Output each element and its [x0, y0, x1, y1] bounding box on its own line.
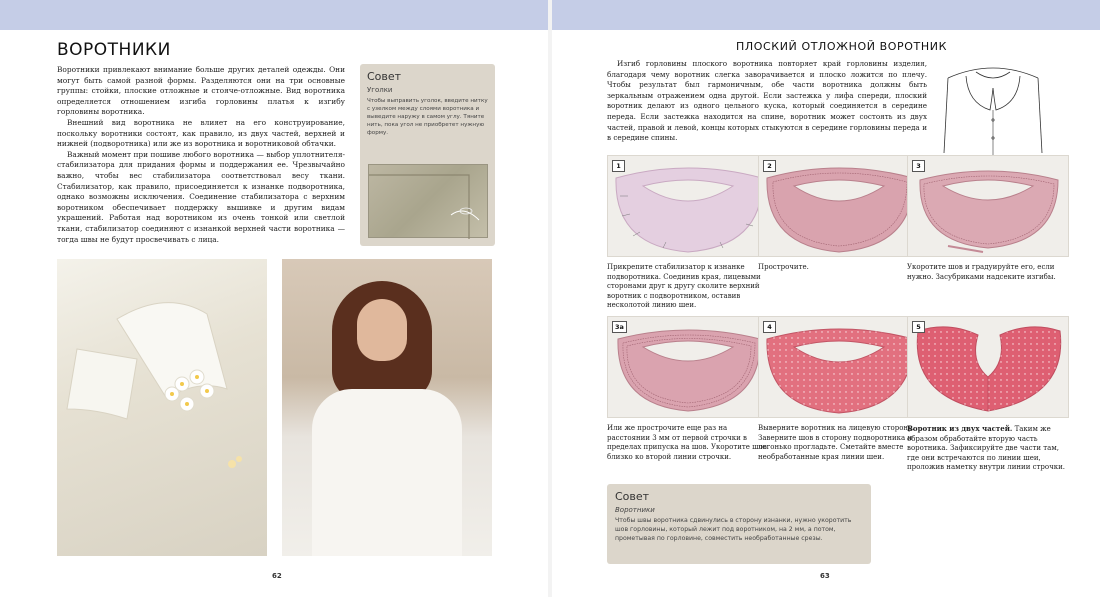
right-intro-text [607, 59, 927, 144]
step-4-caption: Выверните воротник на лицевую сторону. Заверните шов в сторону подворотника и легонько прогладьте. Сметайте вместе необработанные края линии шеи. [758, 424, 915, 461]
step-3a [607, 316, 769, 462]
step-3-caption: Укоротите шов и градуируйте его, если нужно. Засубриками надсеките изгибы. [907, 263, 1056, 281]
collar-diagram [938, 58, 1048, 158]
photo-woman-white-blouse [282, 259, 492, 556]
tip-text: Чтобы выправить уголок, введите нитку с узелком между слоями воротника и выведите наружу в самом углу. Тяните нить, пока угол не приобретет нужную форму. [367, 98, 488, 136]
tip-right-text: Чтобы швы воротника сдвинулись в сторону изнанки, нужно укоротить шов горловины, который лежит под воротником, на 2 мм, а потом, прометывая по горловине, совместить необработанные срезы. [615, 517, 852, 542]
step-4-badge: 4 [763, 321, 776, 333]
step-4-image [758, 316, 920, 418]
step-3a-badge: 3а [612, 321, 627, 333]
page-title-left: ВОРОТНИКИ [57, 40, 171, 60]
left-body-text [57, 65, 345, 245]
page-title-right: ПЛОСКИЙ ОТЛОЖНОЙ ВОРОТНИК [736, 40, 947, 53]
step-3a-caption: Или же прострочите еще раз на расстоянии 3 мм от первой строчки в пределах припуска на шов. Укоротите шов близко ко второй линии строчки. [607, 424, 767, 461]
step-5-image [907, 316, 1069, 418]
tip-subtitle: Уголки [367, 86, 393, 94]
page-number-left: 62 [272, 572, 282, 580]
tip-box-collars [607, 484, 871, 564]
header-band-left [0, 0, 548, 30]
step-5-caption-bold: Воротник из двух частей. [907, 424, 1013, 433]
step-2-image [758, 155, 920, 257]
step-1-image [607, 155, 769, 257]
header-band-right [552, 0, 1100, 30]
left-paragraph-1: Воротники привлекают внимание больше других деталей одежды. Они могут быть самой разной формы. Разделяются они на три основные группы: стойки, плоские отложные и стояче-отложные. Вид воротника определяется отношением изгиба горловины платья к изгибу горловины воротника. [57, 65, 345, 117]
tip-right-title: Совет [615, 490, 650, 503]
step-4 [758, 316, 920, 462]
tip-right-subtitle: Воротники [615, 506, 655, 514]
step-5-badge: 5 [912, 321, 925, 333]
book-spine [548, 0, 552, 597]
left-paragraph-2: Внешний вид воротника не влияет на его конструирование, поскольку воротники состоят, как правило, из двух частей, верхней и нижней (подворотника) или же из воротника и воротниковой обтачки. [57, 117, 345, 149]
tip-photo-corner [368, 164, 488, 238]
tip-box-corners [360, 64, 495, 246]
step-5 [907, 316, 1069, 473]
step-2-badge: 2 [763, 160, 776, 172]
step-5-caption-text: Таким же образом обработайте вторую часть воротника. Зафиксируйте две части там, где они встречаются по линии шеи, проложив наметку внутри линии строчки. [907, 425, 1065, 472]
step-3-badge: 3 [912, 160, 925, 172]
step-1-badge: 1 [612, 160, 625, 172]
step-5-caption [907, 424, 1069, 473]
step-3 [907, 155, 1069, 282]
step-1 [607, 155, 769, 311]
step-2-caption: Прострочите. [758, 263, 809, 271]
step-3-image [907, 155, 1069, 257]
step-1-caption: Прикрепите стабилизатор к изнанке подворотника. Соединив края, лицевыми сторонами друг к другу сколите верхний воротник с подворотником, оставив несколотой линию шеи. [607, 263, 761, 310]
left-paragraph-3: Важный момент при пошиве любого воротника — выбор уплотнителя-стабилизатора для придания формы и поддержания ее. Чрезвычайно важно, чтобы вес стабилизатора соответствовал весу ткани. Стабилизатор, как правило, присоединяется к изнанке подворотника, однако возможны исключения. Соединение стабилизатора с верхним воротником обеспечивает поддержку вышивке и другим видам украшений. Работая над воротником из очень тонкой или светлой ткани, стабилизатор соединяют с изнанкой верхней части воротника — тогда швы не будут просвечивать с лица. [57, 149, 345, 244]
step-2 [758, 155, 920, 273]
photo-embroidered-collar [57, 259, 267, 556]
right-intro-paragraph: Изгиб горловины плоского воротника повторяет край горловины изделия, благодаря чему воротник слегка заворачивается и плоско ложится по плечу. Чтобы результат был гармоничным, обе части воротника должны быть зеркальным отражением одна другой. Если застежка у лифа спереди, плоский воротник делают из одного цельного куска, который соединяется в середине переда. Если застежка находится на спине, воротник может состоять из двух частей, правой и левой, концы которых стыкуются в середине горловины переда и в середине спины. [607, 59, 927, 143]
tip-title: Совет [367, 70, 402, 83]
step-3a-image [607, 316, 769, 418]
page-number-right: 63 [820, 572, 830, 580]
